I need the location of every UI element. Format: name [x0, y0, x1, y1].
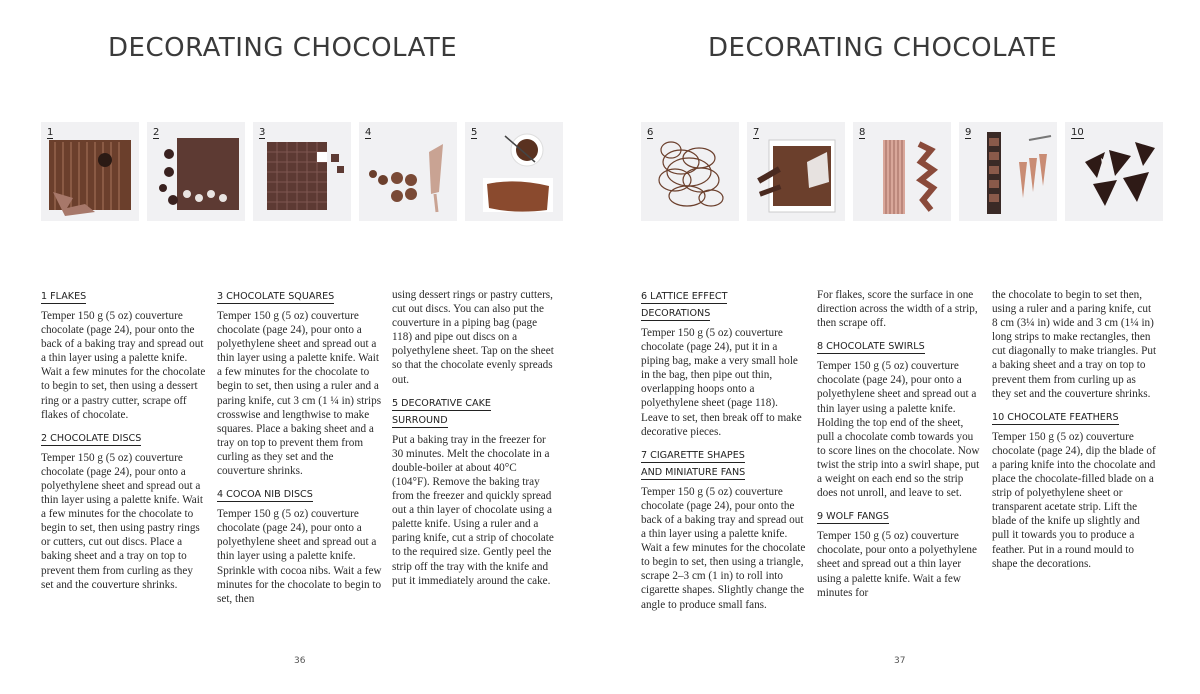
section-text: the chocolate to begin to set then, using a ruler and a paring knife, cut 8 cm (3¼ in) wide and 3 cm (1¼ in) long strips to make rectangles, then cut diagonally to make triangles. Put a baking sheet and a tray on top to prevent them from curling up as they set and the couverture shrinks. — [992, 289, 1157, 400]
section-text: using dessert rings or pastry cutters, cut out discs. You can also put the couverture in a piping bag (page 118) and pipe out discs on a polyethylene sheet. Tap on the sheet so that the chocolate evenly spreads out. — [392, 289, 554, 386]
section-heading: 1 FLAKES — [41, 291, 87, 302]
section-text: Temper 150 g (5 oz) couverture chocolate (page 24), pour onto a polyethylene sheet and spread out a thin layer using a palette knife. Wait a few minutes for the chocolate to begin to set, then using pastry rings or cutters, cut out discs. Place a baking sheet and a tray on top to prevent them from curling as they set and the couverture shrinks. — [41, 451, 203, 591]
text-column-1 — [41, 288, 206, 600]
page-number: 37 — [894, 656, 906, 666]
cocoa-nib-discs-illustration — [359, 122, 457, 221]
step-photo-4 — [359, 122, 457, 221]
step-photo-9 — [959, 122, 1057, 221]
step-number: 6 — [647, 127, 654, 138]
section-heading: 8 CHOCOLATE SWIRLS — [817, 341, 925, 353]
section-heading: 7 CIGARETTE SHAPES AND MINIATURE FANS — [641, 449, 746, 478]
step-photo-8 — [853, 122, 951, 221]
step-number: 3 — [259, 127, 266, 138]
text-column-5 — [817, 288, 982, 608]
step-number: 4 — [365, 127, 372, 138]
step-number: 1 — [47, 127, 54, 138]
step-photo-5 — [465, 122, 563, 221]
section-heading: 6 LATTICE EFFECT DECORATIONS — [641, 291, 728, 319]
page-title: DECORATING CHOCOLATE — [708, 33, 1058, 63]
text-column-2 — [217, 288, 382, 614]
step-number: 10 — [1071, 127, 1084, 138]
text-column-6 — [992, 288, 1157, 579]
step-number: 7 — [753, 127, 760, 138]
section-text: Temper 150 g (5 oz) couverture chocolate (page 24), dip the blade of a paring knife into the chocolate and place the chocolate-filled blade on a strip of polyethylene sheet or transparent acetate strip. Lift the blade of the knife up slightly and pull it towards you to produce a feather. Put in a round mould to shape the decorations. — [992, 430, 1156, 570]
text-column-3 — [392, 288, 557, 596]
step-photo-10 — [1065, 122, 1163, 221]
section-text: Temper 150 g (5 oz) couverture chocolate (page 24), pour onto a polyethylene sheet and spread out a thin layer using a palette knife. Wait a few minutes for the chocolate to begin to set, then using a ruler and a paring knife, cut 3 cm (1 ¼ in) strips crosswise and lengthwise to make squares. Place a baking sheet and a tray on top to prevent them from curling as they set and the couverture shrinks. — [217, 310, 382, 478]
step-number: 9 — [965, 127, 972, 138]
step-photo-2 — [147, 122, 245, 221]
step-photo-1 — [41, 122, 139, 221]
right-page — [600, 0, 1200, 694]
cake-surround-illustration — [465, 122, 563, 221]
section-text: Temper 150 g (5 oz) couverture chocolate (page 24), put it in a piping bag, make a very small hole in the bag, then pipe out thin, overlapping hoops onto a polyethylene sheet (page 118). Leave to set, then break off to make decorative pieces. — [641, 327, 802, 438]
section-heading: 4 COCOA NIB DISCS — [217, 489, 313, 501]
section-text: Temper 150 g (5 oz) couverture chocolate, pour onto a polyethylene sheet and spread out a thin layer using a palette knife. Wait a few minutes for — [817, 530, 977, 599]
step-photo-7 — [747, 122, 845, 221]
step-number: 8 — [859, 127, 866, 138]
chocolate-discs-illustration — [147, 122, 245, 221]
flakes-illustration — [41, 122, 139, 221]
section-text: Temper 150 g (5 oz) couverture chocolate (page 24), pour onto a polyethylene sheet and spread out a thin layer using a palette knife. Holding the top end of the sheet, pull a chocolate comb towards you to score lines on the chocolate. Now twist the strip into a swirl shape, put a weight on each end so the strip does not unroll, and leave to set. — [817, 360, 980, 500]
section-heading: 9 WOLF FANGS — [817, 511, 890, 523]
wolf-fangs-illustration — [959, 122, 1057, 221]
chocolate-squares-illustration — [253, 122, 351, 221]
step-photo-3 — [253, 122, 351, 221]
step-number: 2 — [153, 127, 160, 138]
lattice-illustration — [641, 122, 739, 221]
section-heading: 5 DECORATIVE CAKE SURROUND — [392, 397, 491, 426]
text-column-4 — [641, 288, 806, 620]
section-heading: 2 CHOCOLATE DISCS — [41, 432, 142, 444]
section-heading: 10 CHOCOLATE FEATHERS — [992, 411, 1119, 423]
swirls-illustration — [853, 122, 951, 221]
page-number: 36 — [294, 656, 306, 666]
section-text: Temper 150 g (5 oz) couverture chocolate (page 24), pour onto the back of a baking tray and spread out a thin layer using a palette knife. Wait a few minutes for the chocolate to begin to set, then using a triangle, scrape 2–3 cm (1 in) to roll into cigarette shapes. Slightly change the angle to produce small fans. — [641, 485, 806, 611]
step-number: 5 — [471, 127, 478, 138]
cigarette-shapes-illustration — [747, 122, 845, 221]
section-text: For flakes, score the surface in one direction across the width of a strip, then scrape off. — [817, 289, 978, 330]
page-title: DECORATING CHOCOLATE — [108, 33, 458, 63]
section-text: Put a baking tray in the freezer for 30 minutes. Melt the chocolate in a double-boiler at about 40°C (104°F). Remove the baking tray from the freezer and quickly spread out a thin layer of chocolate using a palette knife. Using a ruler and a paring knife, cut a strip of chocolate to the required size. Gently peel the strip off the tray with the knife and put it immediately around the cake. — [392, 433, 554, 587]
section-text: Temper 150 g (5 oz) couverture chocolate (page 24), pour onto a polyethylene sheet and spread out a thin layer using a palette knife. Sprinkle with cocoa nibs. Wait a few minutes for the chocolate to begin to set, then — [217, 508, 382, 605]
step-photo-6 — [641, 122, 739, 221]
section-text: Temper 150 g (5 oz) couverture chocolate (page 24), pour onto the back of a baking tray and spread out a thin layer using a palette knife. Wait a few minutes for the chocolate to begin to set, then using a dessert ring or a pastry cutter, scrape off flakes of chocolate. — [41, 310, 206, 421]
section-heading: 3 CHOCOLATE SQUARES — [217, 291, 335, 302]
